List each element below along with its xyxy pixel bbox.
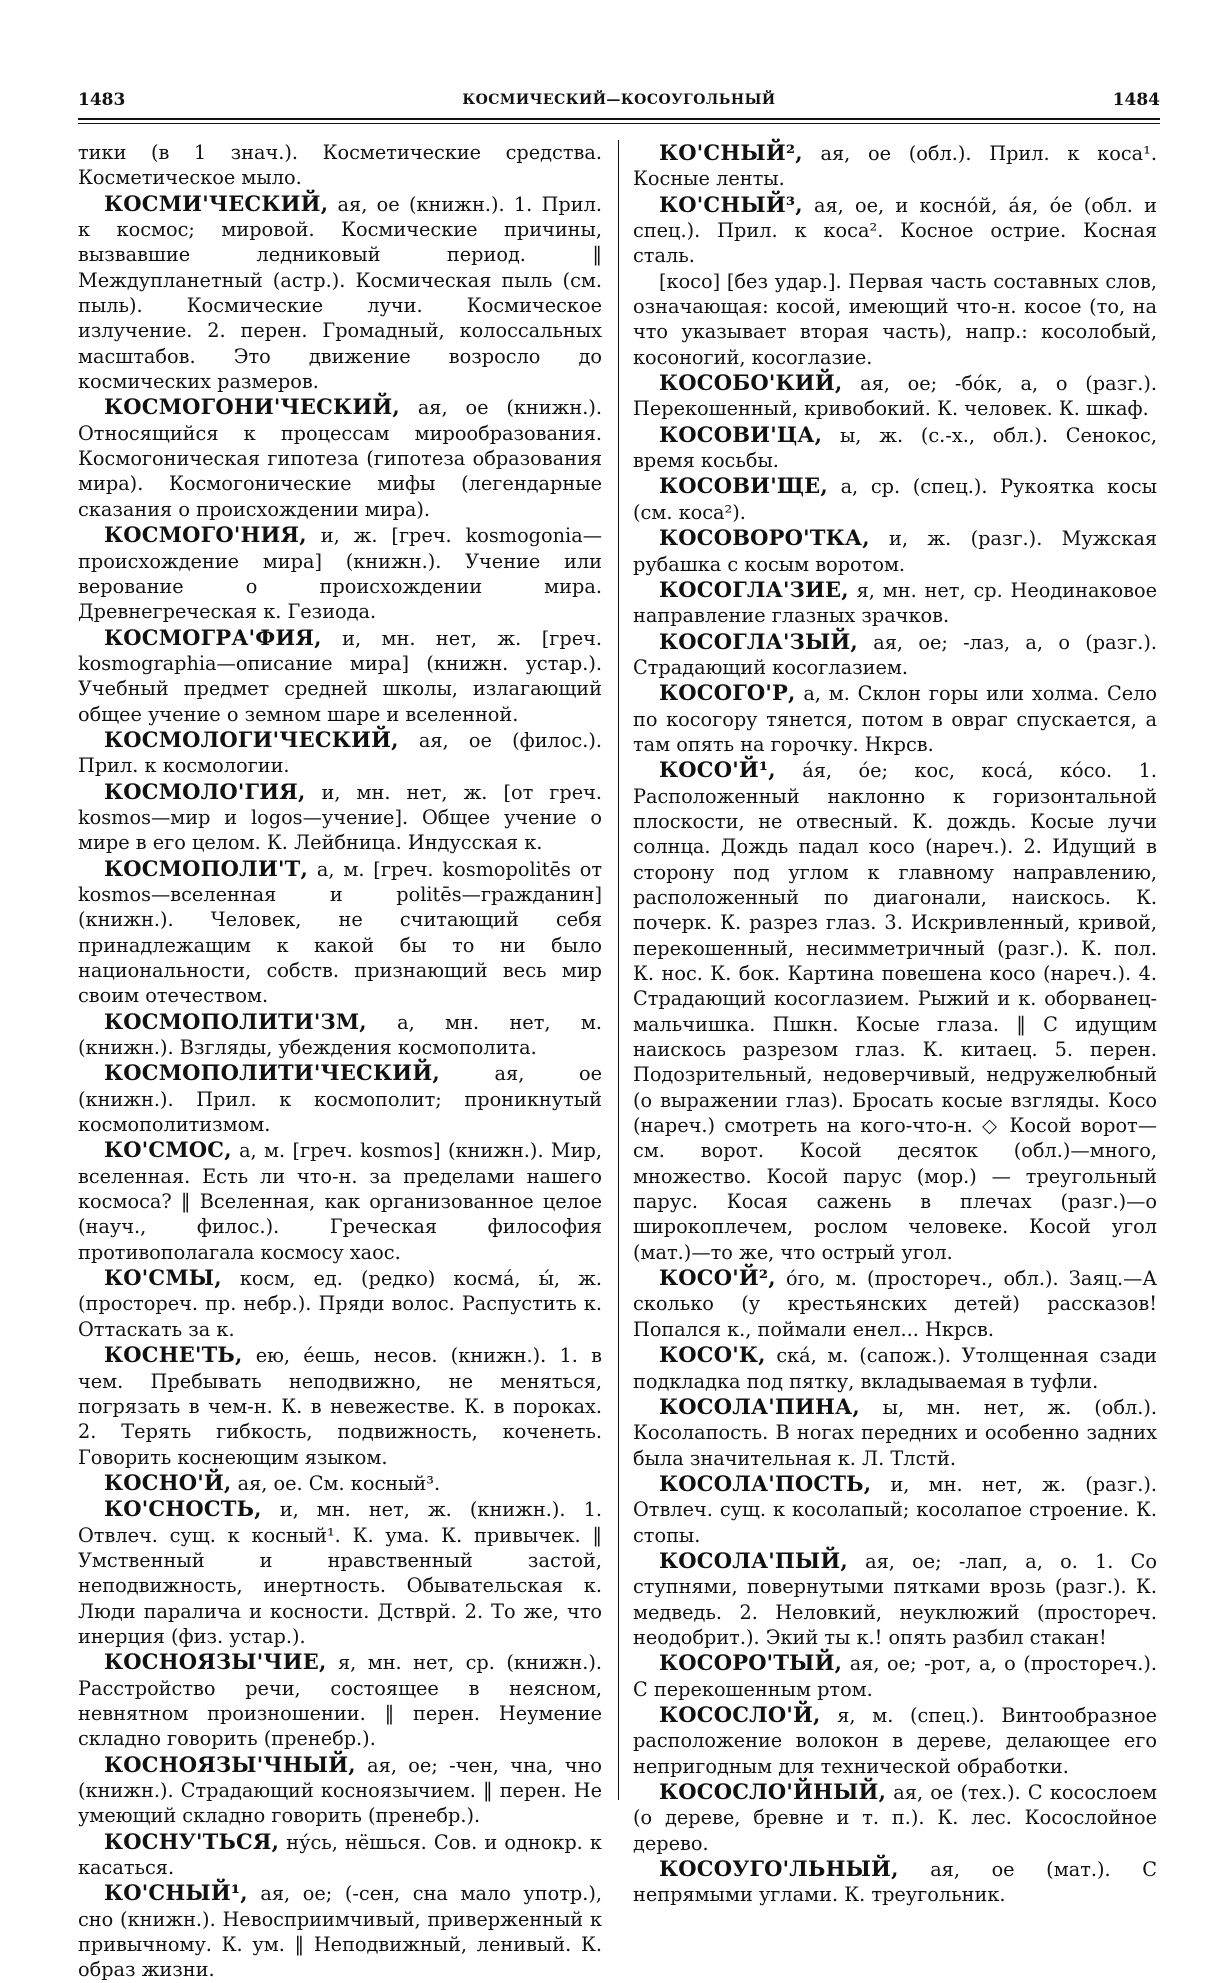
entry-definition: ею, е́ешь, несов. (книжн.). 1. в чем. Пребывать неподвижно, не меняться, погрязать в чем-н. К. в невежестве. К. в пороках. 2. Терять гибкость, подвижность, коченеть. Говорить коснеющим языком. [78, 1344, 602, 1469]
dictionary-entry [633, 1779, 1157, 1856]
dictionary-entry [78, 856, 602, 1009]
entry-headword: КОСОРО'ТЫЙ, [659, 1650, 843, 1676]
entry-definition: ска́, м. (сапож.). Утолщенная сзади подкладка под пятку, вкладываемая в туфли. [633, 1344, 1157, 1393]
dictionary-entry [633, 473, 1157, 525]
entry-definition: я, м. (спец.). Винтообразное расположение волокон в дереве, делающее его непригодным для технической обработки. [633, 1703, 1157, 1778]
entry-definition: а, м. [греч. kosmopolitēs от kosmos—вселенная и politēs—гражданин] (книжн.). Человек, не считающий себя принадлежащим к какой бы то ни было национальности, собств. признающий весь мир своим отечеством. [78, 857, 602, 1008]
dictionary-entry [78, 779, 602, 856]
dictionary-entry [633, 577, 1157, 629]
dictionary-entry [78, 1470, 602, 1496]
dictionary-entry [633, 1342, 1157, 1394]
entry-definition: ая, ое (мат.). С непрямыми углами. К. треугольник. [633, 1858, 1157, 1907]
right-column [633, 140, 1157, 1907]
entry-headword: КОСОЛА'ПЫЙ, [659, 1547, 848, 1573]
entry-headword: КОСМОГОНИ'ЧЕСКИЙ, [104, 394, 400, 420]
entry-headword: КОСНУ'ТЬСЯ, [104, 1828, 280, 1854]
entry-headword: КОСМОПОЛИТИ'ЗМ, [104, 1008, 367, 1034]
dictionary-entry [78, 394, 602, 522]
dictionary-entry [633, 1702, 1157, 1779]
entry-headword: КО'СНЫЙ³, [659, 191, 803, 217]
dictionary-entry [78, 140, 602, 191]
dictionary-entry [78, 1060, 602, 1137]
entry-definition: ая, ое (тех.). С косослоем (о дереве, бревне и т. п.). К. лес. Косослойное дерево. [633, 1781, 1157, 1855]
entry-definition: и, мн. нет, ж. (книжн.). 1. Отвлеч. сущ. к косный¹. К. ума. К. привычек. ‖ Умственный и нравственный застой, неподвижность, инертность. Обывательская к. Люди паралича и косности. Дстврй. 2. То же, что инерция (физ. устар.). [78, 1498, 602, 1648]
entry-headword: КОСО'К, [659, 1342, 766, 1368]
entry-definition: ая, ое, и косно́й, а́я, о́е (обл. и спец.). Прил. к коса². Косное острие. Косная сталь. [633, 193, 1157, 268]
entry-definition: ая, ое (книжн.). Относящийся к процессам мирообразования. Космогоническая гипотеза (гипотеза образования мира). Космогонические мифы (легендарные сказания о происхождении мира). [78, 396, 602, 521]
entry-definition: ая, ое (книжн.). Прил. к космополит; проникнутый космополитизмом. [78, 1062, 602, 1137]
dictionary-entry [633, 422, 1157, 474]
entry-headword: КОСОЛА'ПИНА, [659, 1393, 860, 1419]
dictionary-entry [633, 1650, 1157, 1702]
running-head: КОСМИЧЕСКИЙ—КОСОУГОЛЬНЫЙ [462, 92, 776, 108]
entry-definition: ая, ое; -чен, чна, чно (книжн.). Страдающий косноязычием. ‖ перен. Не умеющий складно говорить (пренебр.). [78, 1753, 602, 1828]
entry-headword: КОСМОПОЛИТИ'ЧЕСКИЙ, [104, 1060, 440, 1086]
dictionary-entry [633, 757, 1157, 1265]
entry-headword: КОСНО'Й, [104, 1469, 232, 1495]
dictionary-entry [633, 1471, 1157, 1548]
header-rule-thin [78, 123, 1160, 124]
entry-definition: тики (в 1 знач.). Косметические средства. Косметическое мыло. [78, 141, 602, 190]
entry-headword: КО'СМОС, [104, 1137, 232, 1163]
entry-definition: и, мн. нет, ж. [греч. kosmographia—описание мира] (книжн. устар.). Учебный предмет средней школы, излагающий общее учение о земном шаре и вселенной. [78, 626, 602, 726]
entry-headword: КОСМОЛО'ГИЯ, [104, 778, 306, 804]
dictionary-entry [633, 140, 1157, 192]
entry-headword: КОСОВИ'ЦА, [659, 421, 823, 447]
entry-definition: ая, ое (филос.). Прил. к космологии. [78, 728, 602, 778]
entry-definition: а, ср. (спец.). Рукоятка косы (см. коса²). [633, 475, 1157, 524]
entry-headword: КОСОУГО'ЛЬНЫЙ, [659, 1856, 899, 1882]
entry-headword: КОСО'Й², [659, 1265, 776, 1291]
dictionary-entry [633, 1394, 1157, 1471]
entry-definition: косм, ед. (редко) космá, ы́, ж. (простореч. пр. небр.). Пряди волос. Распустить к. Оттаскать за к. [78, 1267, 602, 1341]
dictionary-entry [78, 1265, 602, 1342]
entry-headword: КОСНОЯЗЫ'ЧНЫЙ, [104, 1751, 356, 1777]
dictionary-entry [78, 1829, 602, 1881]
entry-headword: КОСМИ'ЧЕСКИЙ, [104, 190, 329, 216]
entry-definition: ая, ое; -лаз, а, о (разг.). Страдающий косоглазием. [633, 630, 1157, 679]
dictionary-entry [78, 727, 602, 779]
entry-headword: КОСМОПОЛИ'Т, [104, 855, 308, 881]
entry-definition: я, мн. нет, ср. (книжн.). Расстройство речи, состоящее в неясном, невнятном произношении. ‖ перен. Неумение складно говорить (пренебр.). [78, 1651, 602, 1751]
page-number-left: 1483 [78, 90, 126, 110]
entry-headword: КОСНЕ'ТЬ, [104, 1342, 243, 1368]
page-header [78, 90, 1160, 120]
dictionary-entry [633, 269, 1157, 370]
entry-definition: ая, ое (обл.). Прил. к коса¹. Косные ленты. [633, 142, 1157, 191]
dictionary-entry [633, 1548, 1157, 1650]
entry-definition: и, ж. [греч. kosmogonia—происхождение мира] (книжн.). Учение или верование о происхождении мира. Древнегреческая к. Гезиода. [78, 524, 602, 624]
entry-definition: ая, ое; (-сен, сна мало употр.), сно (книжн.). Невосприимчивый, приверженный к привычному. К. ум. ‖ Неподвижный, ленивый. К. образ жизни. [78, 1882, 602, 1982]
entry-definition: а, м. Склон горы или холма. Село по косогору тянется, потом в овраг спускается, а там опять на горочку. Нкрсв. [633, 682, 1157, 756]
entry-headword: КОСМОЛОГИ'ЧЕСКИЙ, [104, 726, 399, 752]
entry-definition: а, мн. нет, м. (книжн.). Взгляды, убеждения космополита. [78, 1010, 602, 1060]
entry-headword: КОСМОГРА'ФИЯ, [104, 624, 322, 650]
entry-definition: [косо] [без удар.]. Первая часть составных слов, означающая: косой, имеющий что-н. косое (то, на что указывает вторая часть), напр.: косолобый, косоногий, косоглазие. [633, 269, 1157, 369]
entry-definition: ну́сь, нёшься. Сов. и однокр. к касаться. [78, 1830, 602, 1880]
dictionary-entry [78, 522, 602, 624]
entry-definition: ы, ж. (с.-х., обл.). Сенокос, время косьбы. [633, 423, 1157, 473]
dictionary-entry [78, 625, 602, 727]
dictionary-entry [633, 680, 1157, 757]
entry-definition: ая, ое (книжн.). 1. Прил. к космос; мировой. Космические причины, вызвавшие ледниковый период. ‖ Междупланетный (астр.). Космическая пыль (см. пыль). Космические лучи. Космическое излучение. 2. перен. Громадный, колоссальных масштабов. Это движение возросло до космических размеров. [78, 192, 602, 394]
entry-headword: КОСОВИ'ЩЕ, [659, 473, 828, 499]
entry-headword: КО'СМЫ, [104, 1265, 222, 1291]
entry-headword: КОСОВОРО'ТКА, [659, 525, 870, 551]
dictionary-entry [633, 1856, 1157, 1908]
dictionary-entry [78, 1649, 602, 1751]
entry-headword: КОСОСЛО'ЙНЫЙ, [659, 1779, 887, 1804]
entry-definition: а, м. [греч. kosmos] (книжн.). Мир, вселенная. Есть ли что-н. за пределами нашего космоса? ‖ Вселенная, как организованное целое (науч., филос.). Греческая философия противополагала космосу хаос. [78, 1139, 602, 1264]
column-divider [618, 140, 619, 1800]
dictionary-entry [633, 525, 1157, 577]
entry-headword: КОСОГЛА'ЗИЕ, [659, 576, 849, 602]
entry-headword: КОСОСЛО'Й, [659, 1701, 821, 1727]
entry-headword: КОСОБО'КИЙ, [659, 370, 843, 396]
entry-headword: КОСОГЛА'ЗЫЙ, [659, 628, 858, 654]
entry-definition: и, мн. нет, ж. [от греч. kosmos—мир и logos—учение]. Общее учение о мире в его целом. К. Лейбница. Индусская к. [78, 780, 602, 855]
dictionary-entry [633, 629, 1157, 681]
entry-headword: КО'СНЫЙ², [659, 140, 803, 165]
entry-headword: КО'СНОСТЬ, [104, 1496, 262, 1522]
dictionary-entry [78, 1342, 602, 1470]
dictionary-entry [78, 191, 602, 395]
entry-headword: КОСОЛА'ПОСТЬ, [659, 1470, 872, 1496]
entry-definition: ы, мн. нет, ж. (обл.). Косолапость. В ногах передних и особенно задних была значительная к. Л. Тлстй. [633, 1395, 1157, 1470]
entry-definition: а́я, о́е; кос, коса́, ко́со. 1. Расположенный наклонно к горизонтальной плоскости, не отвесный. К. дождь. Косые лучи солнца. Дождь падал косо (нареч.). 2. Идущий в сторону под углом к главному направлению, расположенный по диагонали, наискось. К. почерк. К. разрез глаз. 3. Искривленный, кривой, перекошенный, несимметричный (разг.). К. пол. К. нос. К. бок. Картина повешена косо (нареч.). 4. Страдающий косоглазием. Рыжий и к. оборванец-мальчишка. Пшкн. Косые глаза. ‖ С идущим наискось разрезом глаз. К. китаец. 5. перен. Подозрительный, недоверчивый, недружелюбный (о выражении глаз). Бросать косые взгляды. Косо (нареч.) смотреть на кого-что-н. ◇ Косой ворот—см. ворот. Косой десяток (обл.)—много, множество. Косой парус (мор.) — треугольный парус. Косая сажень в плечах (разг.)—о широкоплечем, рослом человеке. Косой угол (мат.)—то же, что острый угол. [633, 759, 1157, 1264]
entry-definition: ая, ое. См. косный³. [237, 1471, 441, 1495]
entry-headword: КОСО'Й¹, [659, 757, 776, 783]
header-rule-thick [78, 118, 1160, 120]
dictionary-entry [633, 1265, 1157, 1342]
entry-definition: и, ж. (разг.). Мужская рубашка с косым воротом. [633, 527, 1157, 576]
dictionary-entry [78, 1137, 602, 1265]
dictionary-entry [633, 192, 1157, 269]
entry-definition: ая, ое; -рот, а, о (простореч.). С перекошенным ртом. [633, 1652, 1157, 1701]
dictionary-entry [78, 1009, 602, 1061]
entry-definition: ая, ое; -бо́к, а, о (разг.). Перекошенный, кривобокий. К. человек. К. шкаф. [633, 372, 1157, 421]
dictionary-entry [78, 1496, 602, 1649]
entry-headword: КОСМОГО'НИЯ, [104, 522, 307, 548]
page-number-right: 1484 [1112, 90, 1160, 110]
entry-definition: я, мн. нет, ср. Неодинаковое направление глазных зрачков. [633, 578, 1157, 628]
dictionary-entry [78, 1880, 602, 1982]
dictionary-entry [633, 370, 1157, 422]
entry-definition: ая, ое; -лап, а, о. 1. Со ступнями, повернутыми пятками врозь (разг.). К. медведь. 2. Неловкий, неуклюжий (простореч. неодобрит.). Экий ты к.! опять разбил стакан! [633, 1549, 1157, 1649]
entry-headword: КОСНОЯЗЫ'ЧИЕ, [104, 1649, 327, 1675]
entry-definition: о́го, м. (простореч., обл.). Заяц.—А сколько (у крестьянских детей) рассказов! Попался к., поймали енел... Нкрсв. [633, 1267, 1157, 1341]
entry-headword: КО'СНЫЙ¹, [104, 1880, 248, 1906]
dictionary-entry [78, 1752, 602, 1829]
entry-headword: КОСОГО'Р, [659, 680, 796, 706]
left-column [78, 140, 602, 1982]
entry-definition: и, мн. нет, ж. (разг.). Отвлеч. сущ. к косолапый; косолапое строение. К. стопы. [633, 1472, 1157, 1547]
